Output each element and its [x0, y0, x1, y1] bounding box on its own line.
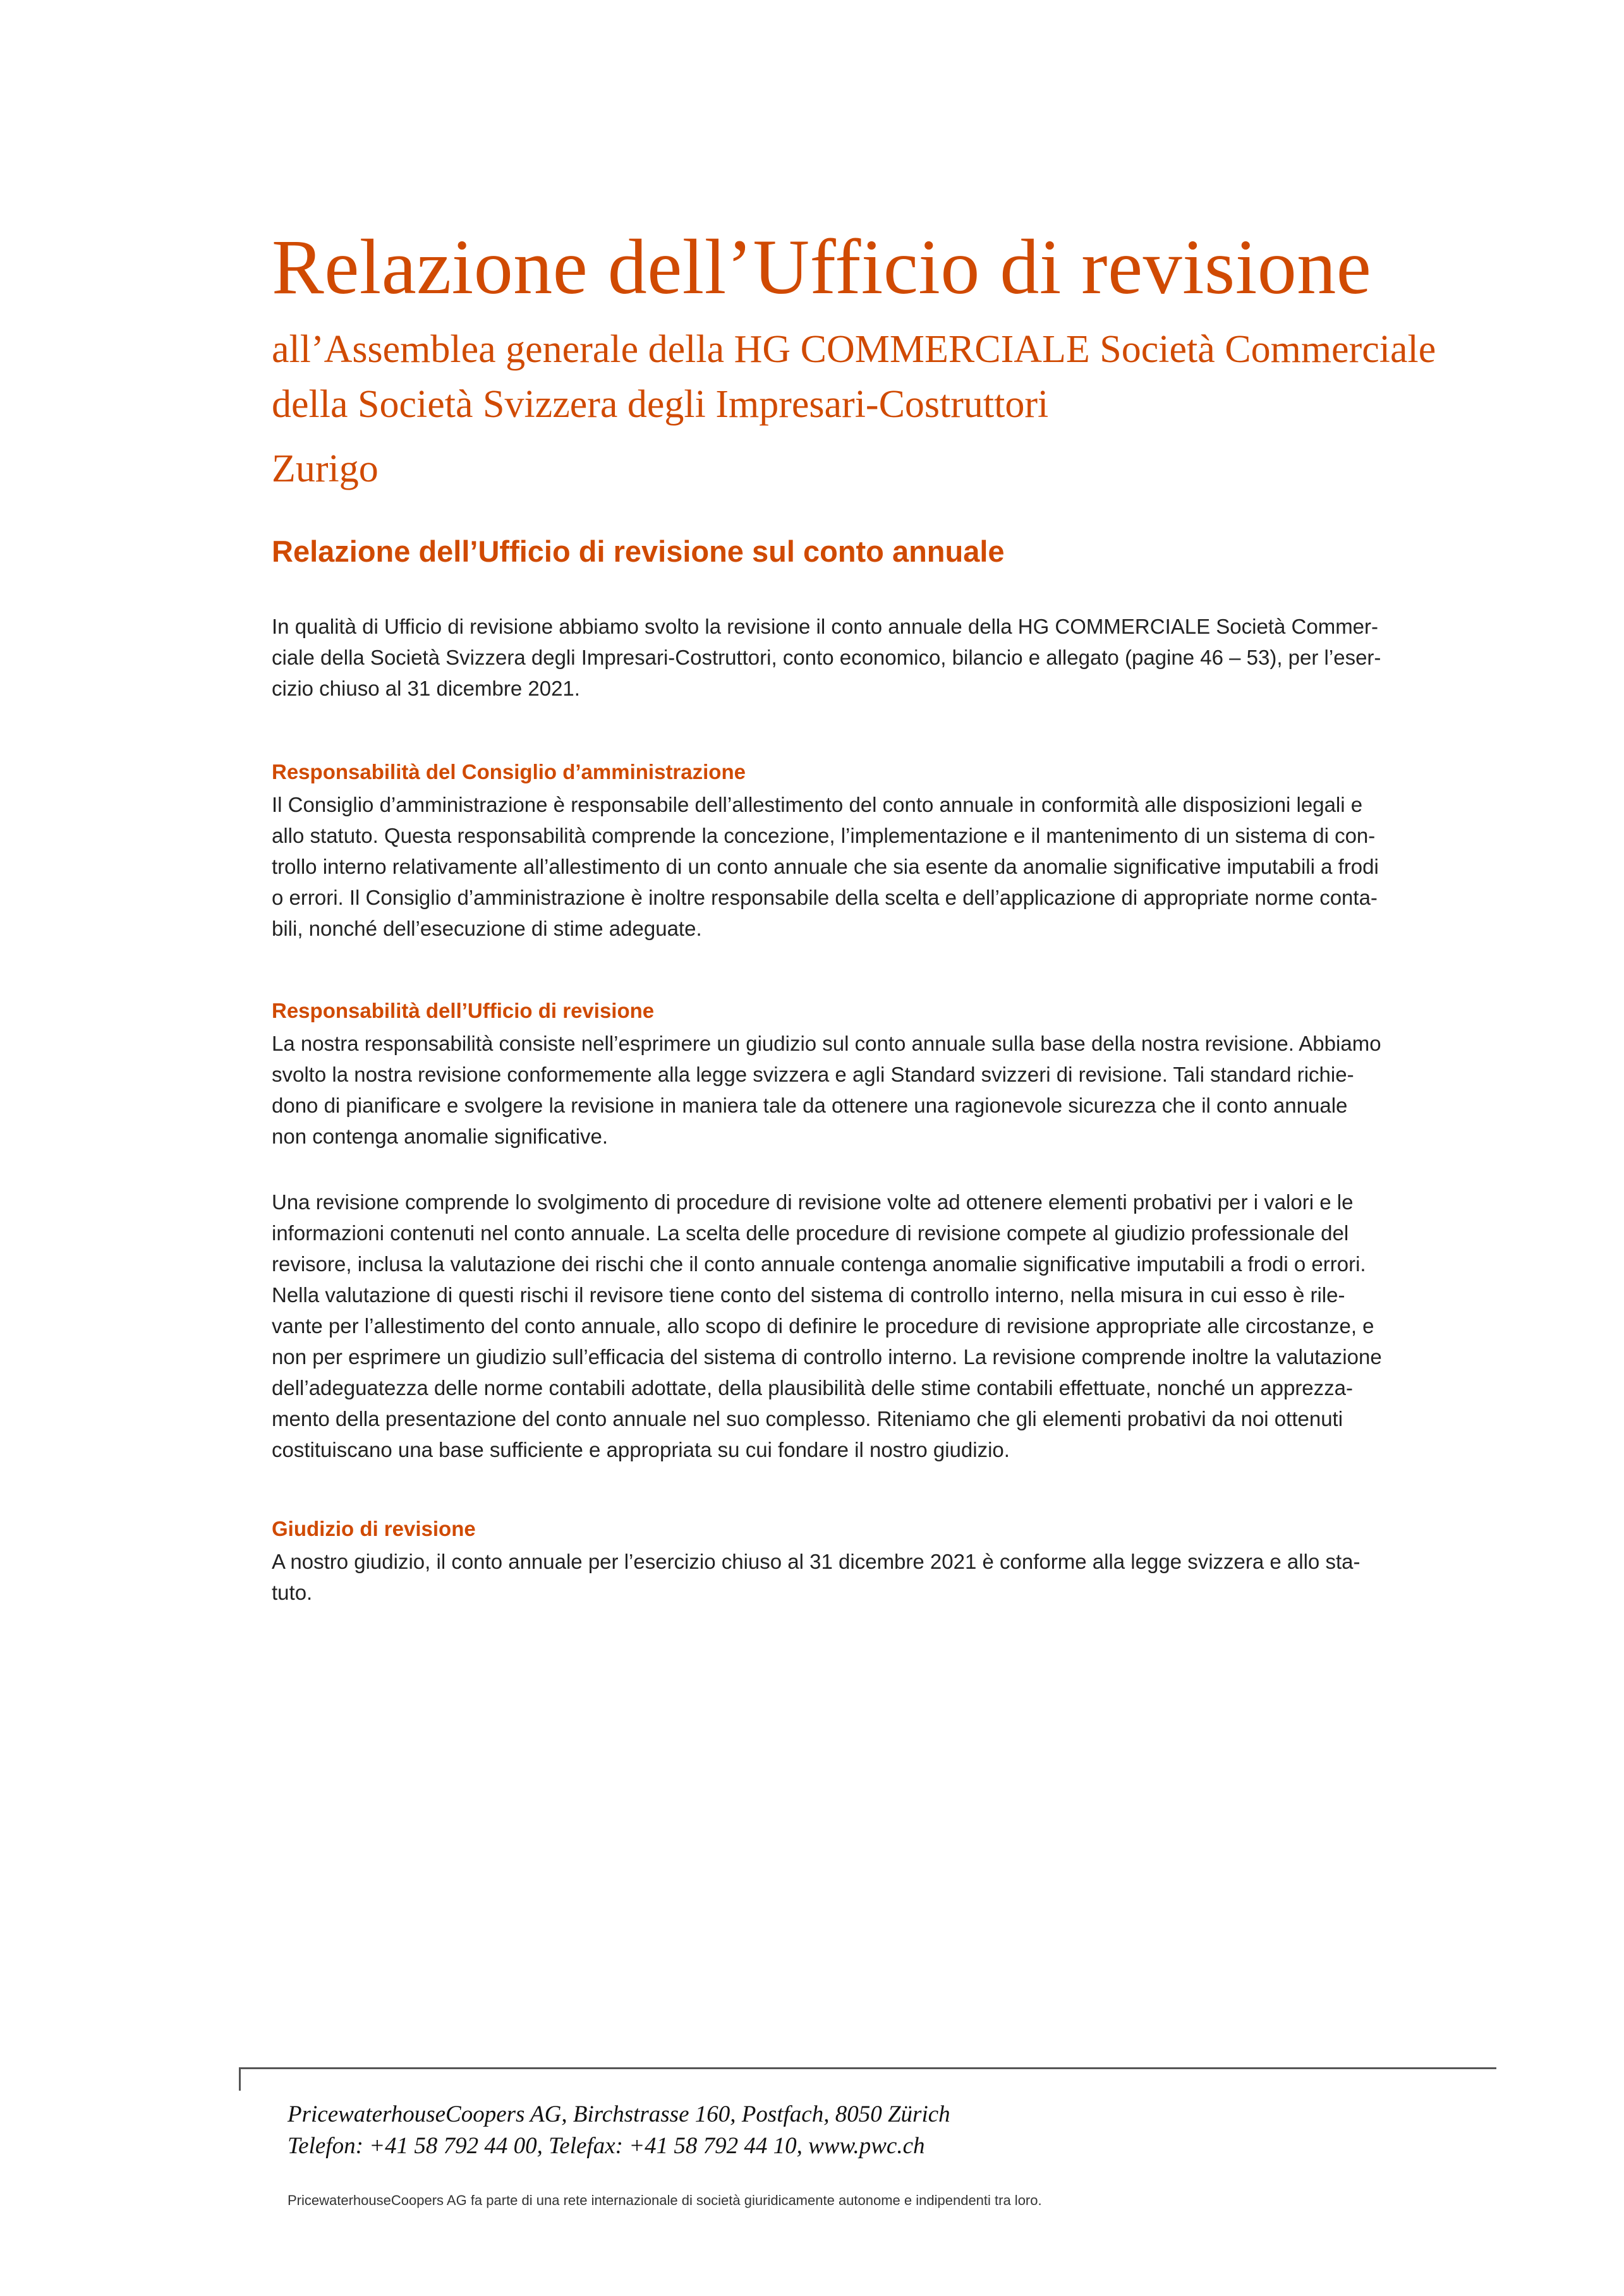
- opinion-heading: Giudizio di revisione: [272, 1517, 476, 1540]
- subtitle-line: della Società Svizzera degli Impresari-Costruttori: [272, 383, 1049, 426]
- subtitle-line: all’Assemblea generale della HG COMMERCIALE Società Commerciale: [272, 328, 1436, 371]
- text-line: tuto.: [272, 1581, 313, 1604]
- auditor-paragraph-1: [272, 1028, 1523, 1152]
- text-line: Una revisione comprende lo svolgimento di procedure di revisione volte ad ottenere elementi probativi per i valori e le: [272, 1190, 1354, 1214]
- footer-legal-note: PricewaterhouseCoopers AG fa parte di una rete internazionale di società giuridicamente autonome e indipendenti tra loro.: [288, 2192, 1042, 2208]
- report-city: Zurigo: [272, 447, 379, 490]
- footer-address: [288, 2099, 950, 2162]
- footer-address-line: PricewaterhouseCoopers AG, Birchstrasse 160, Postfach, 8050 Zürich: [288, 2101, 950, 2127]
- text-line: Il Consiglio d’amministrazione è responsabile dell’allestimento del conto annuale in conformità alle disposizioni legali e: [272, 793, 1363, 816]
- text-line: vante per l’allestimento del conto annuale, allo scopo di definire le procedure di revisione appropriate alle circostanze, e: [272, 1314, 1374, 1338]
- text-line: allo statuto. Questa responsabilità comprende la concezione, l’implementazione e il mantenimento di un sistema di con-: [272, 824, 1376, 847]
- text-line: non per esprimere un giudizio sull’efficacia del sistema di controllo interno. La revisione comprende inoltre la valutazione: [272, 1345, 1382, 1369]
- section-title: Relazione dell’Ufficio di revisione sul conto annuale: [272, 535, 1005, 568]
- text-line: bili, nonché dell’esecuzione di stime adeguate.: [272, 917, 702, 940]
- text-line: Nella valutazione di questi rischi il revisore tiene conto del sistema di controllo interno, nella misura in cui esso è rile-: [272, 1283, 1345, 1307]
- board-paragraph: [272, 789, 1523, 944]
- text-line: trollo interno relativamente all’allestimento di un conto annuale che sia esente da anomalie significative imputabili a frodi: [272, 855, 1379, 878]
- text-line: A nostro giudizio, il conto annuale per l’esercizio chiuso al 31 dicembre 2021 è conforme alla legge svizzera e allo sta-: [272, 1550, 1360, 1573]
- footer-rule-horizontal: [239, 2067, 1496, 2069]
- intro-paragraph: [272, 611, 1523, 704]
- text-line: In qualità di Ufficio di revisione abbiamo svolto la revisione il conto annuale della HG COMMERCIALE Società Commer-: [272, 615, 1379, 638]
- text-line: mento della presentazione del conto annuale nel suo complesso. Riteniamo che gli elementi probativi da noi ottenuti: [272, 1407, 1343, 1430]
- auditor-paragraph-2: [272, 1187, 1523, 1465]
- footer-address-line: Telefon: +41 58 792 44 00, Telefax: +41 58 792 44 10, www.pwc.ch: [288, 2133, 925, 2159]
- opinion-paragraph: [272, 1546, 1523, 1608]
- text-line: o errori. Il Consiglio d’amministrazione è inoltre responsabile della scelta e dell’applicazione di appropriate norme conta-: [272, 886, 1378, 909]
- footer-rule-vertical: [239, 2067, 241, 2091]
- text-line: La nostra responsabilità consiste nell’esprimere un giudizio sul conto annuale sulla base della nostra revisione. Abbiamo: [272, 1032, 1381, 1055]
- text-line: revisore, inclusa la valutazione dei rischi che il conto annuale contenga anomalie significative imputabili a frodi o errori.: [272, 1252, 1366, 1276]
- report-title: Relazione dell’Ufficio di revisione: [272, 224, 1372, 310]
- text-line: cizio chiuso al 31 dicembre 2021.: [272, 677, 580, 700]
- text-line: ciale della Società Svizzera degli Impresari-Costruttori, conto economico, bilancio e allegato (pagine 46 – 53), per l’eser-: [272, 646, 1381, 669]
- text-line: costituiscano una base sufficiente e appropriata su cui fondare il nostro giudizio.: [272, 1438, 1010, 1461]
- text-line: dell’adeguatezza delle norme contabili adottate, della plausibilità delle stime contabili effettuate, nonché un apprezza-: [272, 1376, 1354, 1399]
- text-line: non contenga anomalie significative.: [272, 1125, 609, 1148]
- text-line: svolto la nostra revisione conformemente alla legge svizzera e agli Standard svizzeri di revisione. Tali standard richie-: [272, 1063, 1354, 1086]
- board-heading: Responsabilità del Consiglio d’amministrazione: [272, 760, 746, 783]
- text-line: informazioni contenuti nel conto annuale. La scelta delle procedure di revisione compete al giudizio professionale del: [272, 1221, 1349, 1245]
- report-subtitle: [272, 322, 1436, 432]
- text-line: dono di pianificare e svolgere la revisione in maniera tale da ottenere una ragionevole sicurezza che il conto annuale: [272, 1094, 1348, 1117]
- auditor-heading: Responsabilità dell’Ufficio di revisione: [272, 999, 655, 1022]
